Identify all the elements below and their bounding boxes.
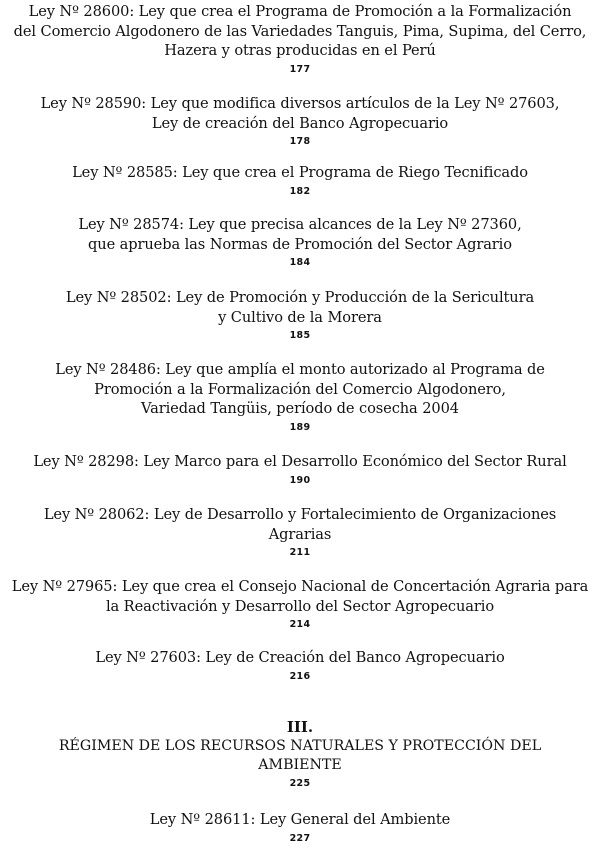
toc-entry-title <box>0 452 600 472</box>
toc-entry-line: Ley Nº 28590: Ley que modifica diversos artículos de la Ley Nº 27603, <box>40 95 560 112</box>
toc-entry-line: Ley Nº 28062: Ley de Desarrollo y Fortalecimiento de Organizaciones <box>43 506 557 523</box>
toc-entry-line: Variedad Tangüis, período de cosecha 2004 <box>141 400 459 417</box>
toc-page-number: 189 <box>289 421 311 433</box>
toc-entry <box>0 94 600 148</box>
section-title-line: RÉGIMEN DE LOS RECURSOS NATURALES Y PROTECCIÓN DEL <box>58 738 542 754</box>
toc-entry-line: que aprueba las Normas de Promoción del Sector Agrario <box>88 235 512 253</box>
toc-entry-title <box>0 215 600 254</box>
toc-entry <box>0 648 600 683</box>
section-number: III. <box>286 718 314 736</box>
section-title <box>0 737 600 775</box>
toc-entry-title <box>0 360 600 419</box>
toc-page-number: 216 <box>289 670 311 682</box>
toc-entry-line: Ley Nº 28502: Ley de Promoción y Producción de la Sericultura <box>65 289 535 306</box>
toc-entry <box>0 288 600 342</box>
toc-entry-title <box>0 2 600 61</box>
toc-page-number: 182 <box>289 185 311 197</box>
toc-page-number: 211 <box>289 547 311 558</box>
toc-entry-title <box>0 94 600 133</box>
toc-entry <box>0 163 600 198</box>
toc-page-number: 190 <box>289 474 311 486</box>
toc-entry <box>0 810 600 845</box>
toc-entry-line: Hazera y otras producidas en el Perú <box>164 42 436 59</box>
toc-entry-title <box>0 163 600 183</box>
toc-entry-line: Ley Nº 27965: Ley que crea el Consejo Nacional de Concertación Agraria para <box>11 578 589 595</box>
toc-entry <box>0 577 600 631</box>
section-page-number: 225 <box>289 778 311 789</box>
toc-entry-line: Ley Nº 28600: Ley que crea el Programa de Promoción a la Formalización <box>28 3 572 20</box>
toc-entry-line: Promoción a la Formalización del Comercio Algodonero, <box>94 380 506 398</box>
section-heading <box>0 718 600 790</box>
toc-entry-line: del Comercio Algodonero de las Variedades Tanguis, Pima, Supima, del Cerro, <box>13 22 587 40</box>
toc-entry <box>0 452 600 487</box>
toc-page-number: 184 <box>289 257 311 268</box>
toc-entry-line: Ley Nº 28585: Ley que crea el Programa de Riego Tecnificado <box>72 164 528 181</box>
toc-page-number: 177 <box>289 63 311 75</box>
toc-page-number: 214 <box>289 619 311 630</box>
toc-entry <box>0 505 600 559</box>
toc-entry-line: Ley Nº 28611: Ley General del Ambiente <box>149 811 451 828</box>
toc-entry-title <box>0 505 600 544</box>
toc-page-number: 178 <box>289 136 311 147</box>
toc-entry-line: Ley Nº 28298: Ley Marco para el Desarrollo Económico del Sector Rural <box>33 453 567 470</box>
toc-entry-line: Agrarias <box>268 525 332 543</box>
toc-entry-title <box>0 810 600 830</box>
toc-entry-line: Ley Nº 28486: Ley que amplía el monto autorizado al Programa de <box>55 361 545 378</box>
toc-entry-line: la Reactivación y Desarrollo del Sector Agropecuario <box>105 597 495 615</box>
toc-entry-line: Ley Nº 28574: Ley que precisa alcances de la Ley Nº 27360, <box>78 216 522 233</box>
toc-entry-title <box>0 648 600 668</box>
toc-entry-line: Ley de creación del Banco Agropecuario <box>151 114 449 132</box>
toc-page-number: 227 <box>289 832 311 844</box>
toc-entry-title <box>0 288 600 327</box>
section-title-line: AMBIENTE <box>258 757 342 773</box>
toc-entry <box>0 360 600 434</box>
toc-page-number: 185 <box>289 330 311 341</box>
toc-entry <box>0 215 600 269</box>
toc-entry-line: y Cultivo de la Morera <box>218 308 382 326</box>
toc-entry <box>0 2 600 76</box>
toc-entry-line: Ley Nº 27603: Ley de Creación del Banco Agropecuario <box>95 649 505 666</box>
toc-entry-title <box>0 577 600 616</box>
